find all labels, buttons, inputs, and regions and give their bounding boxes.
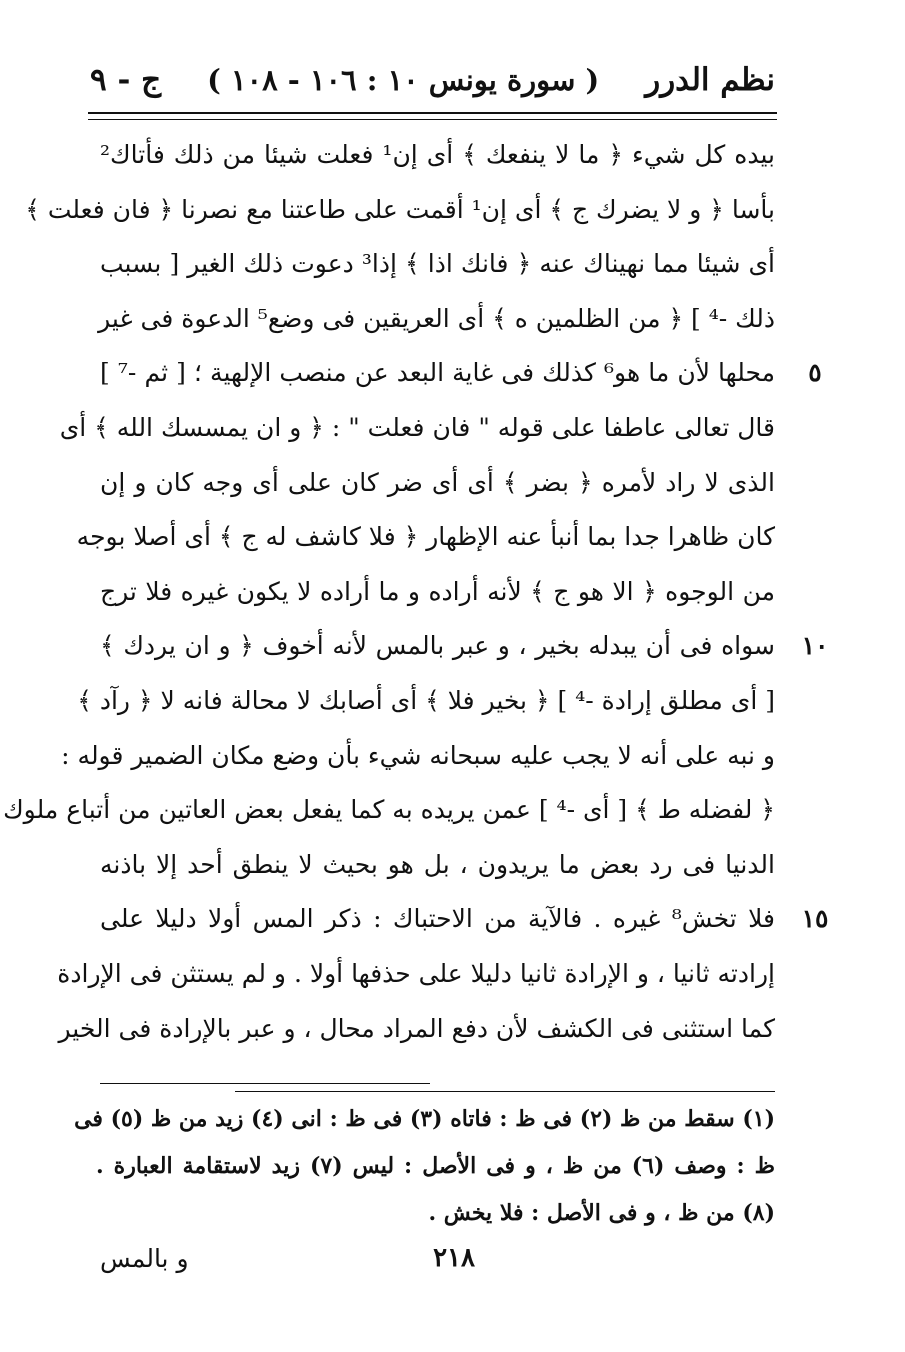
text-line [61,729,775,784]
text-line [100,565,775,620]
line-text: ﴿ لفضله ط ﴾ [ أى -⁴ ] عمن يريده به كما يفعل بعض العاتين من أتباع ملوك [3,795,775,825]
line-text: الدنيا فى رد بعض ما يريدون ، بل هو بحيث لا ينطق أحد إلا باذنه [100,849,775,879]
page-footer [100,1228,775,1288]
catchword: و بالمس [100,1243,189,1273]
line-text: [ أى مطلق إرادة -⁴ ] ﴿ بخير فلا ﴾ أى أصابك لا محالة فانه لا ﴿ رآد ﴾ [77,685,775,715]
text-line [100,346,822,401]
line-text: فلا تخش⁸ غيره . فالآية من الاحتباك : ذكر المس أولا دليلا على [100,904,775,934]
text-line [100,292,775,347]
line-text: كما استثنى فى الكشف لأن دفع المراد محال ، و عبر بالإرادة فى الخير [58,1013,775,1043]
line-number: ١٥ [801,904,829,934]
header-book-title: نظم الدرر [645,62,775,98]
footnote-line: (٨) من ظ ، و فى الأصل : فلا يخش . [428,1200,775,1226]
text-line [77,674,775,729]
text-line [100,838,775,893]
text-line [59,401,775,456]
line-number: ٥ [808,358,822,388]
line-text: إرادته ثانيا ، و الإرادة ثانيا دليلا على حذفها أولا . و لم يستثن فى الإرادة [57,958,775,988]
footnote-rule [235,1091,775,1092]
line-text: محلها لأن ما هو⁶ كذلك فى غاية البعد عن منصب الإلهية ؛ [ ثم -⁷ ] [100,358,776,388]
text-line [3,783,775,838]
header-rule [88,112,777,114]
main-text [3,128,829,1056]
page-number: ٢١٨ [433,1243,475,1273]
text-line [100,128,775,183]
text-line [100,619,829,674]
line-text: سواه فى أن يبدله بخير ، و عبر بالمس لأنه أخوف ﴿ و ان يردك ﴾ [100,631,775,661]
line-text: و نبه على أنه لا يجب عليه سبحانه شيء بأن وضع مكان الضمير قوله : [61,740,775,770]
text-line [76,510,775,565]
line-number: ١٠ [801,631,829,661]
line-text: بيده كل شيء ﴿ ما لا ينفعك ﴾ أى إن¹ فعلت شيئا من ذلك فأتاك² [100,140,775,169]
text-line [25,183,775,238]
text-line [57,947,775,1002]
header-rule-thin [88,119,777,120]
line-text: من الوجوه ﴿ الا هو ج ﴾ لأنه أراده و ما أراده لا يكون غيره فلا ترج [100,576,775,606]
footnote-line: (١) سقط من ظ (٢) فى ظ : فاتاه (٣) فى ظ : انى (٤) زيد من ظ (٥) فى [74,1106,775,1132]
footnotes [74,1096,776,1237]
text-line [100,892,829,947]
footnote-line: ظ : وصف (٦) من ظ ، و فى الأصل : ليس (٧) زيد لاستقامة العبارة . [96,1153,776,1179]
line-text: ذلك -⁴ ] ﴿ من الظلمين ه ﴾ أى العريقين فى وضع⁵ الدعوة فى غير [98,303,775,333]
text-line [100,456,775,511]
running-header [90,52,775,108]
line-text: بأسا ﴿ و لا يضرك ج ﴾ أى إن¹ أقمت على طاعتنا مع نصرنا ﴿ فان فعلت ﴾ [25,194,775,224]
text-line [100,237,775,292]
line-text: أى شيئا مما نهيناك عنه ﴿ فانك اذا ﴾ إذا³ دعوت ذلك الغير [ بسبب [100,249,775,279]
text-line [58,1002,775,1057]
line-text: قال تعالى عاطفا على قوله " فان فعلت " : ﴿ و ان يمسسك الله ﴾ أى [59,412,775,442]
header-surah-reference: ( سورة يونس ١٠ : ١٠٦ - ١٠٨ ) [207,63,600,97]
line-text: الذى لا راد لأمره ﴿ بضر ﴾ أى أى ضر كان على أى وجه كان و إن [100,467,775,497]
line-text: كان ظاهرا جدا بما أنبأ عنه الإظهار ﴿ فلا كاشف له ج ﴾ أى أصلا بوجه [76,522,775,552]
header-volume: ج - ٩ [90,62,162,98]
text-underline [100,1083,430,1084]
